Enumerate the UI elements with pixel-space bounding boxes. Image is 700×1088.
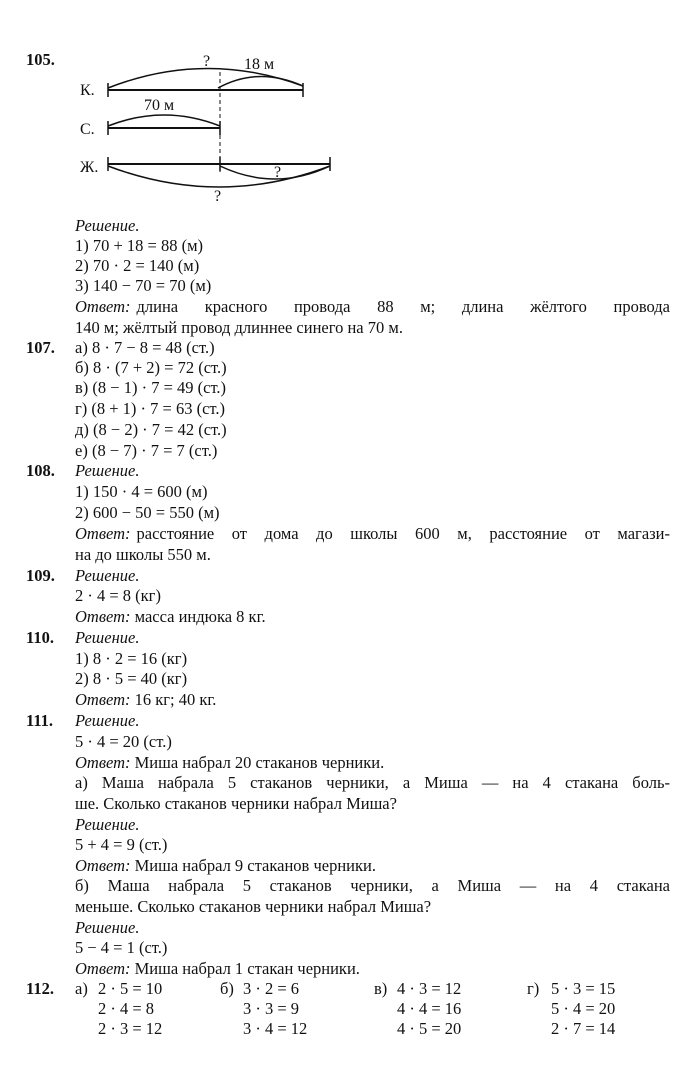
q-bottom: ?	[214, 188, 222, 205]
zh-total-arc	[108, 166, 330, 187]
task-a-text: а) Маша набрала 5 стаканов черники, а Миша — на 4 стакана боль-	[75, 773, 670, 792]
task-b-text: меньше. Сколько стаканов черники набрал Миша?	[75, 897, 432, 916]
step-line: 2) 70 · 2 = 140 (м)	[75, 256, 200, 275]
problem-number-110: 110.	[26, 628, 54, 647]
label-s: С.	[80, 121, 95, 138]
item-line: г) (8 + 1) · 7 = 63 (ст.)	[75, 399, 226, 418]
len-70: 70 м	[144, 97, 175, 114]
s-arc	[108, 115, 220, 126]
solution-label: Решение.	[75, 461, 140, 480]
step-line: 2) 600 − 50 = 550 (м)	[75, 503, 220, 522]
answer-text: Миша набрал 1 стакан черники.	[134, 959, 360, 978]
solution-label: Решение.	[75, 918, 140, 937]
answer-text: Миша набрал 20 стаканов черники.	[134, 753, 385, 772]
answer-text: на до школы 550 м.	[75, 545, 211, 564]
solution-label: Решение.	[75, 628, 140, 647]
equation: 3 · 2 = 6	[243, 979, 300, 998]
q-mid: ?	[274, 164, 282, 181]
step-line: 5 · 4 = 20 (ст.)	[75, 732, 172, 751]
equation: 4 · 4 = 16	[397, 999, 462, 1018]
answer-line	[75, 959, 360, 979]
equation: 4 · 5 = 20	[397, 1019, 462, 1038]
answer-line	[75, 297, 670, 317]
equation: 2 · 7 = 14	[551, 1019, 616, 1038]
item-line: д) (8 − 2) · 7 = 42 (ст.)	[75, 420, 227, 439]
step-line: 2 · 4 = 8 (кг)	[75, 586, 161, 605]
solution-label: Решение.	[75, 815, 140, 834]
equation: 3 · 3 = 9	[243, 999, 300, 1018]
problem-number-107: 107.	[26, 338, 55, 357]
item-line: е) (8 − 7) · 7 = 7 (ст.)	[75, 441, 218, 460]
equation: 4 · 3 = 12	[397, 979, 462, 998]
problem-number-109: 109.	[26, 566, 55, 585]
problem-number-105: 105.	[26, 50, 55, 69]
label-k: К.	[80, 82, 95, 99]
item-line: а) 8 · 7 − 8 = 48 (ст.)	[75, 338, 215, 357]
column-label: г)	[527, 979, 540, 998]
solution-label: Решение.	[75, 711, 140, 730]
step-line: 1) 8 · 2 = 16 (кг)	[75, 649, 188, 668]
task-a-text: ше. Сколько стаканов черники набрал Миша?	[75, 794, 397, 813]
answer-line	[75, 524, 670, 544]
solution-label: Решение.	[75, 216, 140, 235]
equation: 5 · 3 = 15	[551, 979, 616, 998]
problem-number-112: 112.	[26, 979, 54, 998]
answer-line	[75, 607, 266, 627]
answer-text: 16 кг; 40 кг.	[134, 690, 217, 709]
answer-label: Ответ:	[75, 607, 131, 626]
q-top: ?	[203, 53, 211, 70]
equation: 5 · 4 = 20	[551, 999, 616, 1018]
step-line: 3) 140 − 70 = 70 (м)	[75, 276, 212, 295]
answer-line	[75, 753, 384, 773]
answer-text: расстояние от дома до школы 600 м, расстояние от магази-	[136, 524, 670, 543]
equation: 2 · 5 = 10	[98, 979, 163, 998]
answer-label: Ответ:	[75, 856, 131, 875]
answer-text: длина красного провода 88 м; длина жёлтого провода	[136, 297, 670, 316]
answer-label: Ответ:	[75, 690, 131, 709]
len-18: 18 м	[244, 56, 275, 73]
step-line: 2) 8 · 5 = 40 (кг)	[75, 669, 188, 688]
answer-label: Ответ:	[75, 959, 131, 978]
column-label: в)	[374, 979, 388, 998]
item-line: в) (8 − 1) · 7 = 49 (ст.)	[75, 378, 227, 397]
answer-text: 140 м; жёлтый провод длиннее синего на 70 м.	[75, 318, 403, 337]
problem-number-108: 108.	[26, 461, 55, 480]
step-line: 5 − 4 = 1 (ст.)	[75, 938, 168, 957]
answer-line	[75, 690, 216, 710]
task-b-text: б) Маша набрала 5 стаканов черники, а Миша — на 4 стакана	[75, 876, 670, 895]
answer-text: Миша набрал 9 стаканов черники.	[134, 856, 376, 875]
answer-line	[75, 856, 376, 876]
answer-label: Ответ:	[75, 524, 131, 543]
solution-label: Решение.	[75, 566, 140, 585]
step-line: 1) 150 · 4 = 600 (м)	[75, 482, 208, 501]
label-zh: Ж.	[80, 159, 99, 176]
step-line: 1) 70 + 18 = 88 (м)	[75, 236, 204, 255]
step-line: 5 + 4 = 9 (ст.)	[75, 835, 168, 854]
equation: 2 · 4 = 8	[98, 999, 155, 1018]
problem-number-111: 111.	[26, 711, 54, 730]
answer-text: масса индюка 8 кг.	[134, 607, 266, 626]
column-label: а)	[75, 979, 88, 998]
equation: 3 · 4 = 12	[243, 1019, 308, 1038]
column-label: б)	[220, 979, 234, 998]
answer-label: Ответ:	[75, 297, 131, 316]
wire-length-diagram	[0, 0, 700, 210]
item-line: б) 8 · (7 + 2) = 72 (ст.)	[75, 358, 227, 377]
answer-label: Ответ:	[75, 753, 131, 772]
equation: 2 · 3 = 12	[98, 1019, 163, 1038]
